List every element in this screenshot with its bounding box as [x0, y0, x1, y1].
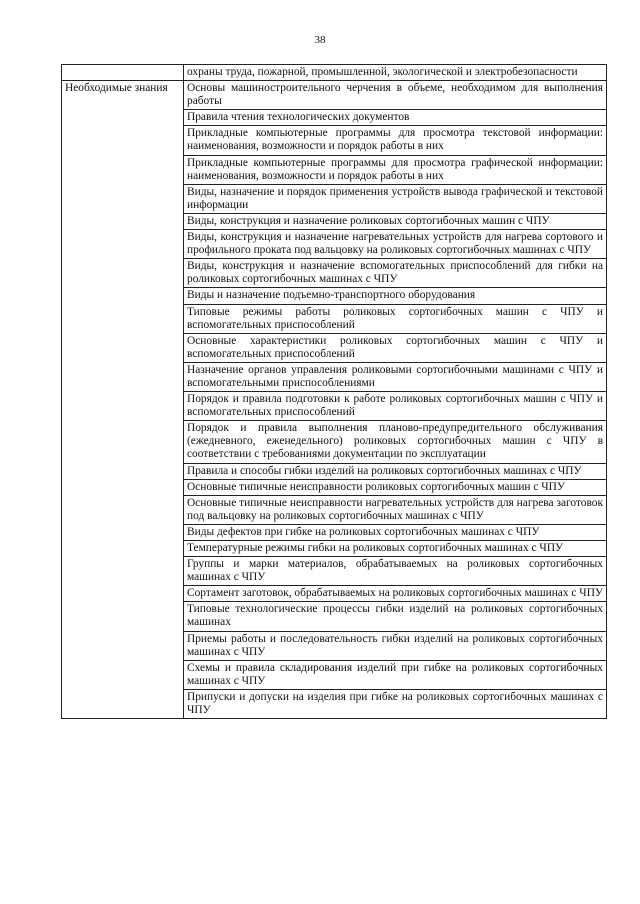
knowledge-item: Виды дефектов при гибке на роликовых сортогибочных машинах с ЧПУ [184, 524, 607, 540]
knowledge-table [61, 64, 607, 719]
knowledge-item: Виды, конструкция и назначение нагревательных устройств для нагрева сортового и профильного проката под вальцовку на роликовых сортогибочных машинах с ЧПУ [184, 230, 607, 259]
knowledge-item: Температурные режимы гибки на роликовых сортогибочных машинах с ЧПУ [184, 541, 607, 557]
knowledge-item: Виды, конструкция и назначение вспомогательных приспособлений для гибки на роликовых сортогибочных машинах с ЧПУ [184, 259, 607, 288]
knowledge-item: Прикладные компьютерные программы для просмотра текстовой информации: наименования, возможности и порядок работы в них [184, 126, 607, 155]
knowledge-item: Правила и способы гибки изделий на роликовых сортогибочных машинах с ЧПУ [184, 463, 607, 479]
knowledge-item: Сортамент заготовок, обрабатываемых на роликовых сортогибочных машинах с ЧПУ [184, 586, 607, 602]
knowledge-item: Основные характеристики роликовых сортогибочных машин с ЧПУ и вспомогательных приспособлений [184, 333, 607, 362]
knowledge-item: Порядок и правила подготовки к работе роликовых сортогибочных машин с ЧПУ и вспомогательных приспособлений [184, 392, 607, 421]
section-label: Необходимые знания [62, 81, 184, 719]
knowledge-item: Припуски и допуски на изделия при гибке на роликовых сортогибочных машинах с ЧПУ [184, 689, 607, 718]
row-text-continued: охраны труда, пожарной, промышленной, экологической и электробезопасности [184, 65, 607, 81]
knowledge-item: Группы и марки материалов, обрабатываемых на роликовых сортогибочных машинах с ЧПУ [184, 557, 607, 586]
knowledge-item: Типовые режимы работы роликовых сортогибочных машин с ЧПУ и вспомогательных приспособлений [184, 304, 607, 333]
table-row [62, 81, 607, 110]
knowledge-item: Виды, назначение и порядок применения устройств вывода графической и текстовой информации [184, 184, 607, 213]
knowledge-item: Прикладные компьютерные программы для просмотра графической информации: наименования, возможности и порядок работы в них [184, 155, 607, 184]
knowledge-item: Назначение органов управления роликовыми сортогибочными машинами с ЧПУ и вспомогательными приспособлениями [184, 362, 607, 391]
knowledge-item: Основные типичные неисправности нагревательных устройств для нагрева заготовок под вальцовку на роликовых сортогибочных машинах с ЧПУ [184, 495, 607, 524]
knowledge-item: Схемы и правила складирования изделий при гибке на роликовых сортогибочных машинах с ЧПУ [184, 660, 607, 689]
knowledge-item: Правила чтения технологических документов [184, 110, 607, 126]
knowledge-item: Основные типичные неисправности роликовых сортогибочных машин с ЧПУ [184, 479, 607, 495]
table-row-continued [62, 65, 607, 81]
knowledge-item: Порядок и правила выполнения планово-предупредительного обслуживания (ежедневного, еженедельного) роликовых сортогибочных машин с ЧПУ в соответствии с требованиями документации по эксплуатации [184, 421, 607, 463]
table-body [62, 65, 607, 719]
knowledge-item: Основы машиностроительного черчения в объеме, необходимом для выполнения работы [184, 81, 607, 110]
page-number: 38 [314, 34, 326, 46]
knowledge-item: Виды и назначение подъемно-транспортного оборудования [184, 288, 607, 304]
knowledge-item: Приемы работы и последовательность гибки изделий на роликовых сортогибочных машинах с ЧПУ [184, 631, 607, 660]
knowledge-item: Типовые технологические процессы гибки изделий на роликовых сортогибочных машинах [184, 602, 607, 631]
row-label-empty [62, 65, 184, 81]
knowledge-item: Виды, конструкция и назначение роликовых сортогибочных машин с ЧПУ [184, 213, 607, 229]
